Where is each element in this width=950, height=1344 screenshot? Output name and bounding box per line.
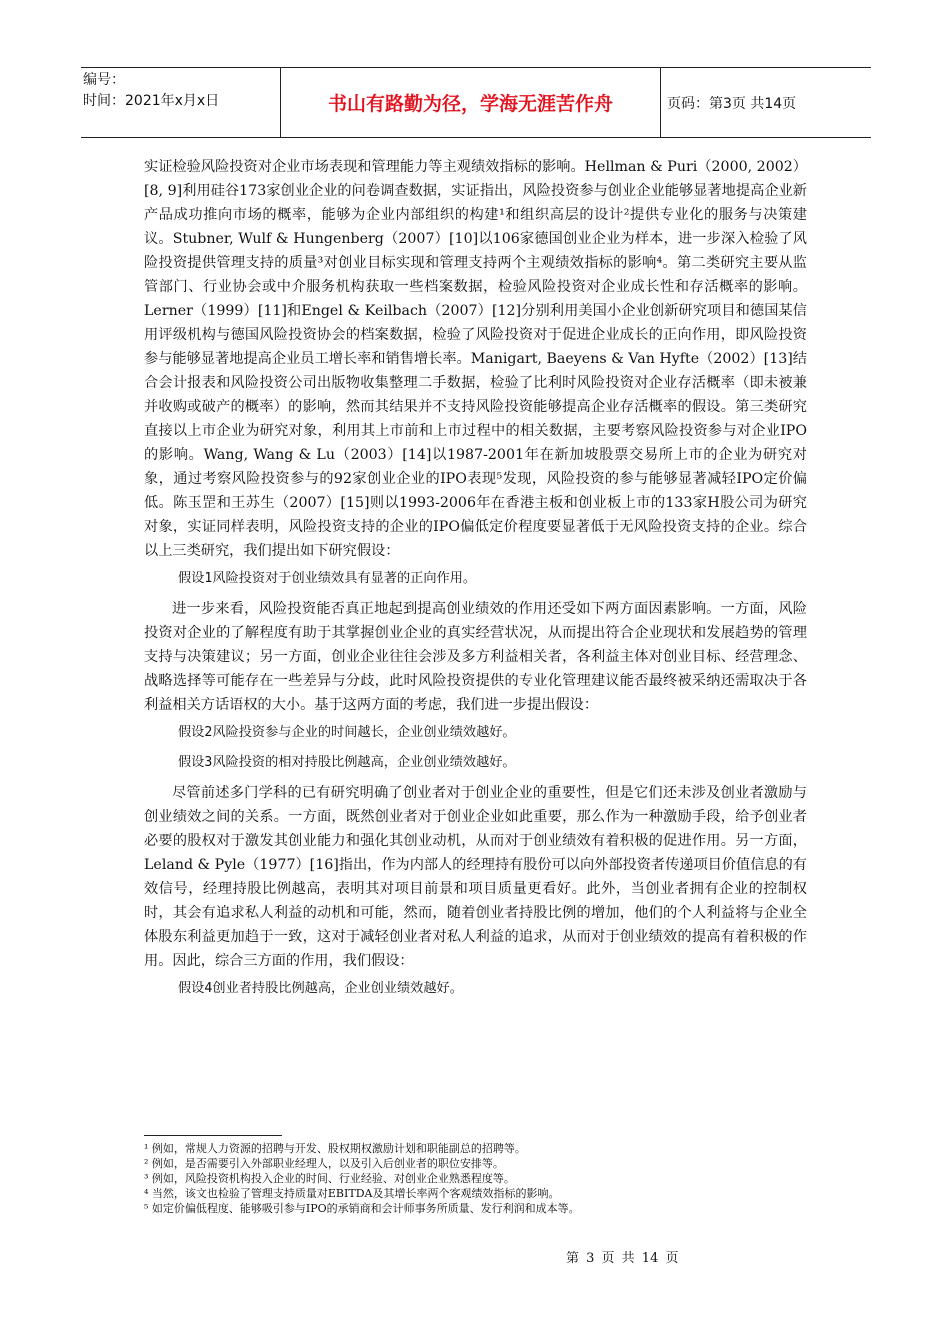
header-number-label: 编号： <box>83 72 125 88</box>
footnotes <box>144 1141 807 1216</box>
paragraph-3: 尽管前述多门学科的已有研究明确了创业者对于创业企业的重要性，但是它们还未涉及创业者激励与创业绩效之间的关系。一方面，既然创业者对于创业企业如此重要，那么作为一种激励手段，给予创业者必要的股权对于激发其创业能力和强化其创业动机，从而对于创业绩效有着积极的促进作用。另一方面，Leland & Pyle（1977）[16]指出，作为内部人的经理持有股份可以向外部投资者传递项目价值信息的有效信号，经理持股比例越高，表明其对项目前景和项目质量更看好。此外，当创业者拥有企业的控制权时，其会有追求私人利益的动机和可能，然而，随着创业者持股比例的增加，他们的个人利益将与企业全体股东利益更加趋于一致，这对于减轻创业者对私人利益的追求，从而对于创业绩效的提高有着积极的作用。因此，综合三方面的作用，我们假设： <box>144 785 807 969</box>
footnote-4: ⁴ 当然，该文也检验了管理支持质量对EBITDA及其增长率两个客观绩效指标的影响。 <box>144 1187 560 1200</box>
hypothesis-2: 假设2风险投资参与企业的时间越长，企业创业绩效越好。 <box>178 725 516 740</box>
header-page-label: 页码：第3页 共14页 <box>667 95 797 112</box>
footnote-5: ⁵ 如定价偏低程度、能够吸引参与IPO的承销商和会计师事务所质量、发行利润和成本等。 <box>144 1202 580 1215</box>
header-meta <box>81 68 281 137</box>
hypothesis-1: 假设1风险投资对于创业绩效具有显著的正向作用。 <box>178 571 477 586</box>
paragraph-1: 实证检验风险投资对企业市场表现和管理能力等主观绩效指标的影响。Hellman & Puri（2000, 2002）[8, 9]利用硅谷173家创业企业的问卷调查数据，实证指出，风险投资参与创业企业能够显著地提高企业新产品成功推向市场的概率，能够为企业内部组织的构建¹和组织高层的设计²提供专业化的服务与决策建议。Stubner, Wulf & Hungenberg（2007）[10]以106家德国创业企业为样本，进一步深入检验了风险投资提供管理支持的质量³对创业目标实现和管理支持两个主观绩效指标的影响⁴。第二类研究主要从监管部门、行业协会或中介服务机构获取一些档案数据，检验风险投资对企业成长性和存活概率的影响。Lerner（1999）[11]和Engel & Keilbach（2007）[12]分别利用美国小企业创新研究项目和德国某信用评级机构与德国风险投资协会的档案数据，检验了风险投资对于促进企业成长的正向作用，即风险投资参与能够显著地提高企业员工增长率和销售增长率。Manigart, Baeyens & Van Hyfte（2002）[13]结合会计报表和风险投资公司出版物收集整理二手数据，检验了比利时风险投资对企业存活概率（即未被兼并收购或破产的概率）的影响，然而其结果并不支持风险投资能够提高企业存活概率的假设。第三类研究直接以上市企业为研究对象，利用其上市前和上市过程中的相关数据，主要考察风险投资参与对企业IPO的影响。Wang, Wang & Lu（2003）[14]以1987-2001年在新加坡股票交易所上市的企业为研究对象，通过考察风险投资参与的92家创业企业的IPO表现⁵发现，风险投资的参与能够显著减轻IPO定价偏低。陈玉罡和王苏生（2007）[15]则以1993-2006年在香港主板和创业板上市的133家H股公司为研究对象，实证同样表明，风险投资支持的企业的IPO偏低定价程度要显著低于无风险投资支持的企业。综合以上三类研究，我们提出如下研究假设： <box>144 159 807 559</box>
header-time-label: 时间：2021年x月x日 <box>83 93 220 109</box>
hypothesis-4: 假设4创业者持股比例越高，企业创业绩效越好。 <box>178 981 463 996</box>
page-header <box>81 67 871 138</box>
footnote-separator <box>144 1135 282 1136</box>
footnote-3: ³ 例如，风险投资机构投入企业的时间、行业经验、对创业企业熟悉程度等。 <box>144 1172 515 1185</box>
footnote-2: ² 例如，是否需要引入外部职业经理人，以及引入后创业者的职位安排等。 <box>144 1157 504 1170</box>
document-body <box>144 155 807 1007</box>
header-motto: 书山有路勤为径，学海无涯苦作舟 <box>281 68 661 137</box>
paragraph-2: 进一步来看，风险投资能否真正地起到提高创业绩效的作用还受如下两方面因素影响。一方面，风险投资对企业的了解程度有助于其掌握创业企业的真实经营状况，从而提出符合企业现状和发展趋势的管理支持与决策建议；另一方面，创业企业往往会涉及多方利益相关者，各利益主体对创业目标、经营理念、战略选择等可能存在一些差异与分歧，此时风险投资提供的专业化管理建议能否最终被采纳还需取决于各利益相关方话语权的大小。基于这两方面的考虑，我们进一步提出假设： <box>144 601 807 713</box>
hypothesis-3: 假设3风险投资的相对持股比例越高，企业创业绩效越好。 <box>178 755 516 770</box>
page-footer-number: 第 3 页 共 14 页 <box>566 1251 679 1266</box>
footnote-1: ¹ 例如，常规人力资源的招聘与开发、股权期权激励计划和职能副总的招聘等。 <box>144 1142 526 1155</box>
